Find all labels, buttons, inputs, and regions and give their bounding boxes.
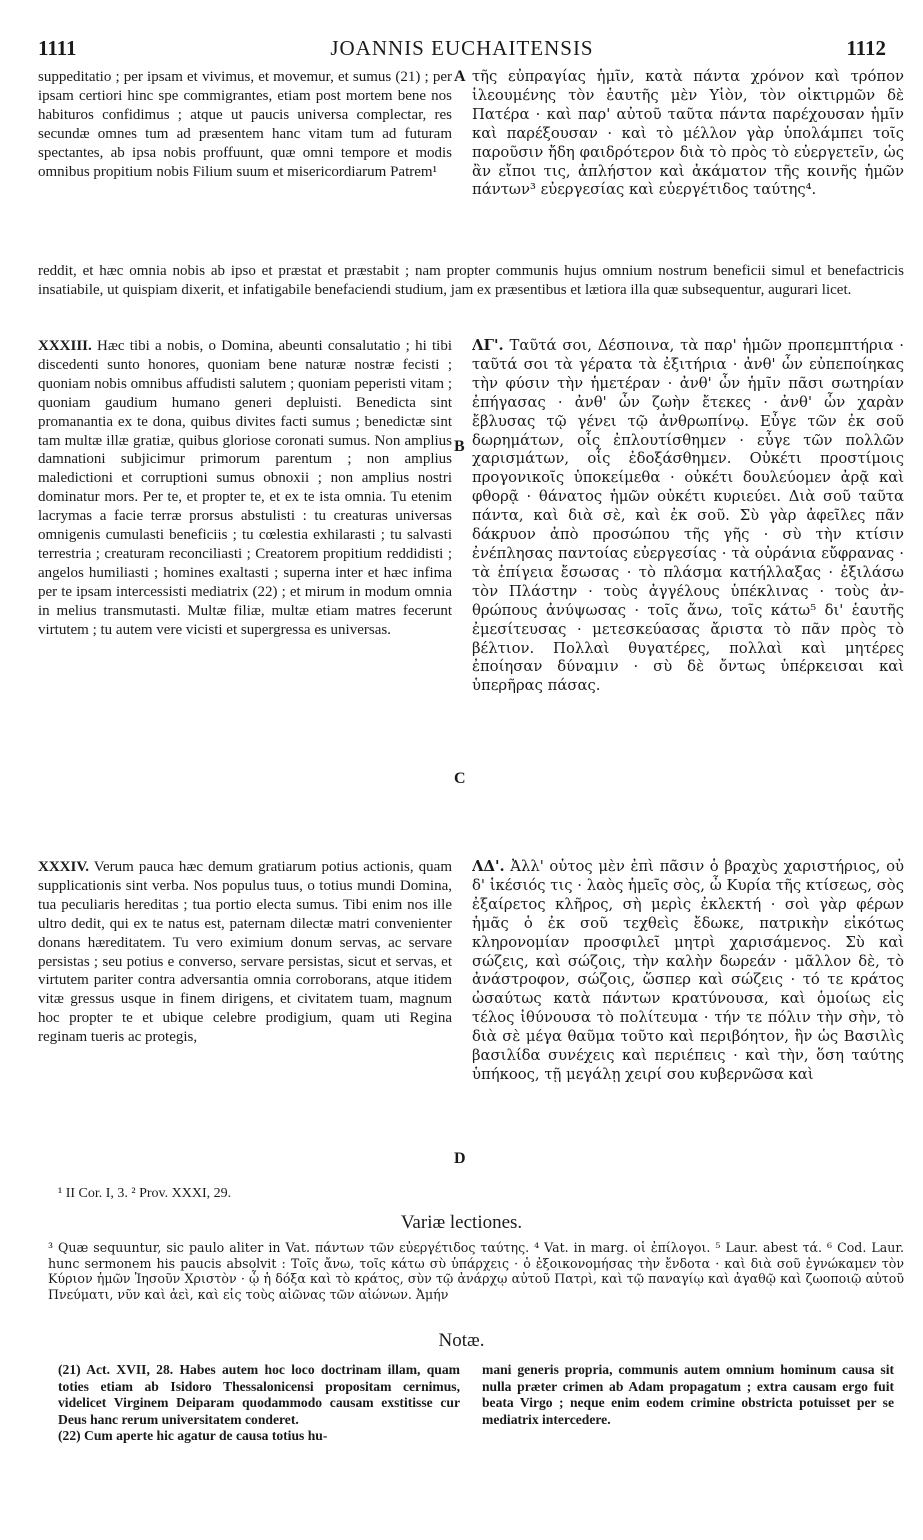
notae-heading: Notæ.: [438, 1330, 485, 1351]
margin-marker-c: C: [454, 770, 466, 787]
margin-marker-b: B: [454, 438, 465, 455]
note-21: (21) Act. XVII, 28. Habes autem hoc loco doctrinam illam, quam toties etiam ab Isidoro Thessalonicensi propositam cernimus, videlicet Virginem Deiparam quodammodo causam exstitisse cur Deus hanc rerum universitatem conderet.: [58, 1362, 460, 1427]
latin-column-top: [38, 68, 452, 258]
variae-lectiones-heading: Variæ lectiones.: [400, 1212, 523, 1233]
greek-paragraph-top: τῆς εὐπραγίας ἡμῖν, κατὰ πάντα χρόνον καὶ τρόπον ἱλεουμένης τὸν ἑαυτῆς μὲν Υἱὸν, τὸν οἰκτιρμῶν δὲ Πατέρα · καὶ παρ' αὐτοῦ ταῦτα πάντα παρέχουσαν ἡμῖν καὶ παρέξουσαν · καὶ τὸ μέλλον γὰρ ὑπολάμπει τοῖς παροῦσιν ἤδη φαιδρότερον διὰ τὸ πρὸς τὸ εὐεργετεῖν, ὡς ἂν εἴποι τις, ἀπλήστον καὶ ἀκάματον τῆς κοινῆς ἡμῶν πάντων³ εὐεργεσίας καὶ εὐεργέτιδος ταύτης⁴.: [472, 68, 904, 199]
greek-column-top: [472, 68, 904, 258]
latin-paragraph-34: Verum pauca hæc demum gratiarum potius actionis, quam supplicationis sint verba. Nos populus tuus, o totius mundi Domina, tua peculiaris hereditas ; tua portio electa sumus. Tibi enim nos ille ultro dedit, qui ex te natus est, paternam dilectæ matri convenienter donans hæreditatem. Tu vero eximium donum servas, ac servare persistas ; seu potius e converso, servare persistas, sicut et servas, et virtutem pariter contra adversantia omnia corroborans, atque itidem vitæ gressus usque in finem dirigens, et civitatem tuam, magnum hoc propter te et ubique celebre prodigium, quam uti Regina reginam tueris ac protegis,: [38, 859, 452, 1046]
greek-column-section-34: [472, 858, 904, 1176]
latin-column-section-34: [38, 858, 452, 1176]
latin-paragraph-33: Hæc tibi a nobis, o Domina, abeunti consalutatio ; hi tibi discedenti sunto honores, quoniam bene naturæ nostræ fecisti ; quoniam nobis omnibus affudisti salutem ; quoniam peperisti vitam ; quoniam gaudium humano generi depluisti. Benedicta sint promanantia ex te dona, quibus divites facti sumus ; benedictæ sint tam multæ illæ gratiæ, quibus gloriose coronati sumus. Non amplius damnationi subjicimur primorum parentum ; non amplius maledictioni et corruptioni sumus obnoxii ; non amplius nostri dominatur mors. Per te, et propter te, et ex te ista omnia. Tu etenim lacrymas a facie terræ prorsus abstulisti : tu creaturas universas omnigenis cumulasti beneficiis ; tu cœlestia exhilarasti ; tu salvasti terrestria ; creaturam reconciliasti ; Creatorem propitium reddidisti ; angelos humiliasti ; homines exaltasti ; superna inter et hæc infima per te ipsam intercessisti mediatrix (22) ; et mirum in modum omnia in melius transmutasti. Multæ filiæ, multæ etiam matres fecerunt virtutem ; tu autem vere vicisti et supergressa es universas.: [38, 338, 452, 638]
note-22-continued: mani generis propria, communis autem omnium hominum causa sit nulla præter crimen ab Adam propagatum ; extra causam ergo fuit beata Virgo ; neque enim eodem crimine obstricta potuisset per se mediatrix intercedere.: [482, 1362, 894, 1427]
running-header: [38, 36, 886, 60]
margin-marker-a: A: [454, 68, 466, 85]
margin-marker-d: D: [454, 1150, 466, 1167]
section-number-latin-33: XXXIII.: [38, 338, 92, 354]
latin-paragraph-top: suppeditatio ; per ipsam et vivimus, et movemur, et sumus (21) ; per ipsam certiori hinc spe commigrantes, etiam post mortem bene nos habituros confidimus ; atque ut paucis universa complectar, res secundæ omnes tum ad præsentem hanc vitam tum ad futuram spectantes, ab ipsa nobis proffuunt, quæ omni tempore et modis omnibus propitium nobis Filium suum et misericordiarum Patrem¹: [38, 69, 452, 180]
section-number-latin-34: XXXIV.: [38, 859, 89, 875]
page-number-right: 1112: [846, 36, 886, 60]
page-number-left: 1111: [38, 36, 77, 60]
section-number-greek-33: ΛΓ'.: [472, 337, 504, 354]
greek-paragraph-33: Ταῦτά σοι, Δέσποινα, τὰ παρ' ἡμῶν προπεμπτήρια · ταῦτά σοι τὰ γέρατα τὰ ἐξιτήρια · ἀνθ' ὧν εὐπεποίηκας τὴν φύσιν τὴν ἡμετέραν · ἀνθ' ὧν ἡμῖν πᾶσι σωτηρίαν ἐπήγασας · ἀνθ' ὧν ζωὴν ἔτεκες · ἀνθ' ὧν χαρὰν ἔβλυσας τῷ γένει τῷ ἀνθρωπίνῳ. Εὖγε τῶν ἐκ σοῦ δωρημάτων, οἷς ἐπλουτίσθημεν · εὖγε τῶν πολλῶν χαρισμάτων, οἷς ἐδοξάσθημεν. Οὐκέτι προστίμοις προγονικοῖς ὑποκείμεθα · οὐκέτι δουλεύομεν ἀρᾷ καὶ φθορᾷ · θάνατος ἡμῶν οὐκέτι κυριεύει. Διὰ σοῦ ταῦτα πάντα, καὶ διὰ σὲ, καὶ ἐκ σοῦ. Σὺ γὰρ ἀφεῖλες πᾶν δάκρυον ἀπὸ προσώπου τῆς γῆς · σὺ τὴν κτίσιν ἐνέπλησας παντοίας εὐεργεσίας · τὰ οὐράνια εὔφρανας · τὰ ἐπίγεια ἔσωσας · τὸ πλάσμα κατήλλαξας · ἐξιλάσω τὸν Πλάστην · τοὺς ἀγγέλους ὑπέκλινας · τοὺς ἀνθρώπους ἀνύψωσας · τοῖς ἄνω, τοῖς κάτω⁵ δι' ἑαυτῆς ἐμεσίτευσας · μετεσκεύασας ἄριστα τὸ πᾶν πρὸς τὸ βέλτιον. Πολλαὶ θυγατέρες, πολλαὶ καὶ μητέρες ἐποίησαν δύναμιν · σὺ δὲ ὄντως ὑπέρκεισαι καὶ ὑπερῆρας πάσας.: [472, 337, 904, 695]
greek-column-section-33: [472, 337, 904, 787]
notes-left-column: [58, 1362, 460, 1534]
greek-paragraph-34: Ἀλλ' οὗτος μὲν ἐπὶ πᾶσιν ὁ βραχὺς χαριστήριος, οὐ δ' ἱκέσιός τις · λαὸς ἡμεῖς σὸς, ὦ Κυρία τῆς κτίσεως, σὸς ἐξαίρετος κλῆρος, σὴ μερὶς ἐκλεκτή · σοὶ γὰρ φέρων ἡμᾶς ὁ ἐκ σοῦ τεχθεὶς ἔδωκε, πατρικὴν εἰκότως κληρονομίαν προσφιλεῖ μητρὶ χαρισάμενος. Σὺ καὶ σώζεις, καὶ σώζοις, τὴν καλὴν δωρεάν · μᾶλλον δὲ, τὸ ἀνάστροφον, σώζοις, ὥσπερ καὶ σώζεις · τό τε κράτος ὠσαύτως κατὰ πάντων κρατύνουσα, καὶ ὁμοίως εἰς τέλος ἰθύνουσα τὸ πολίτευμα · τήν τε πόλιν τὴν σὴν, τὸ διὰ σὲ μέγα θαῦμα τοῦτο καὶ περιβόητον, ἣν ὡς Βασιλὶς βασιλίδα συνέχεις καὶ περιέπεις · καὶ τὴν, ὅση ταύτης ὑπήκοος, τῇ μεγάλῃ χειρί σου κυβερνῶσα καὶ: [472, 858, 904, 1083]
latin-column-section-33: [38, 337, 452, 843]
note-22-start: (22) Cum aperte hic agatur de causa totius hu-: [58, 1428, 328, 1444]
section-number-greek-34: ΛΔ'.: [472, 858, 505, 875]
running-head-title: JOANNIS EUCHAITENSIS: [330, 36, 594, 60]
latin-spanning-text: reddit, et hæc omnia nobis ab ipso et præstat et præstabit ; nam propter communis hujus omnium nostrum beneficii simul et benefactricis insatiabile, ut quispiam dixerit, et infatigabile benefaciendi studium, jam ex præsentibus et lætiora illa quæ subsequentur, augurari licet.: [38, 263, 904, 298]
scripture-footnotes: ¹ II Cor. I, 3. ² Prov. XXXI, 29.: [58, 1186, 232, 1201]
variae-lectiones-text: ³ Quæ sequuntur, sic paulo aliter in Vat. πάντων τῶν εὐεργέτιδος ταύτης. ⁴ Vat. in marg. οἱ ἐπίλογοι. ⁵ Laur. abest τά. ⁶ Cod. Laur. hunc sermonem his paucis absolvit : Τοῖς ἄνω, τοῖς κάτω σὺ ὑπάρχεις · ὁ ἐξοικονομήσας τὴν ἔνδοτα · καὶ διὰ σοῦ ἐγνώκαμεν τὸν Κύριον ἡμῶν Ἰησοῦν Χριστὸν · ᾧ ἡ δόξα καὶ τὸ κράτος, σὺν τῷ ἀνάρχῳ αὐτοῦ Πατρὶ, καὶ τῷ παναγίῳ καὶ ἀγαθῷ καὶ ζωοποιῷ αὐτοῦ Πνεύματι, νῦν καὶ ἀεὶ, καὶ εἰς τοὺς αἰῶνας τῶν αἰώνων. Ἀμήν: [48, 1240, 904, 1302]
notes-right-column: [482, 1362, 894, 1534]
